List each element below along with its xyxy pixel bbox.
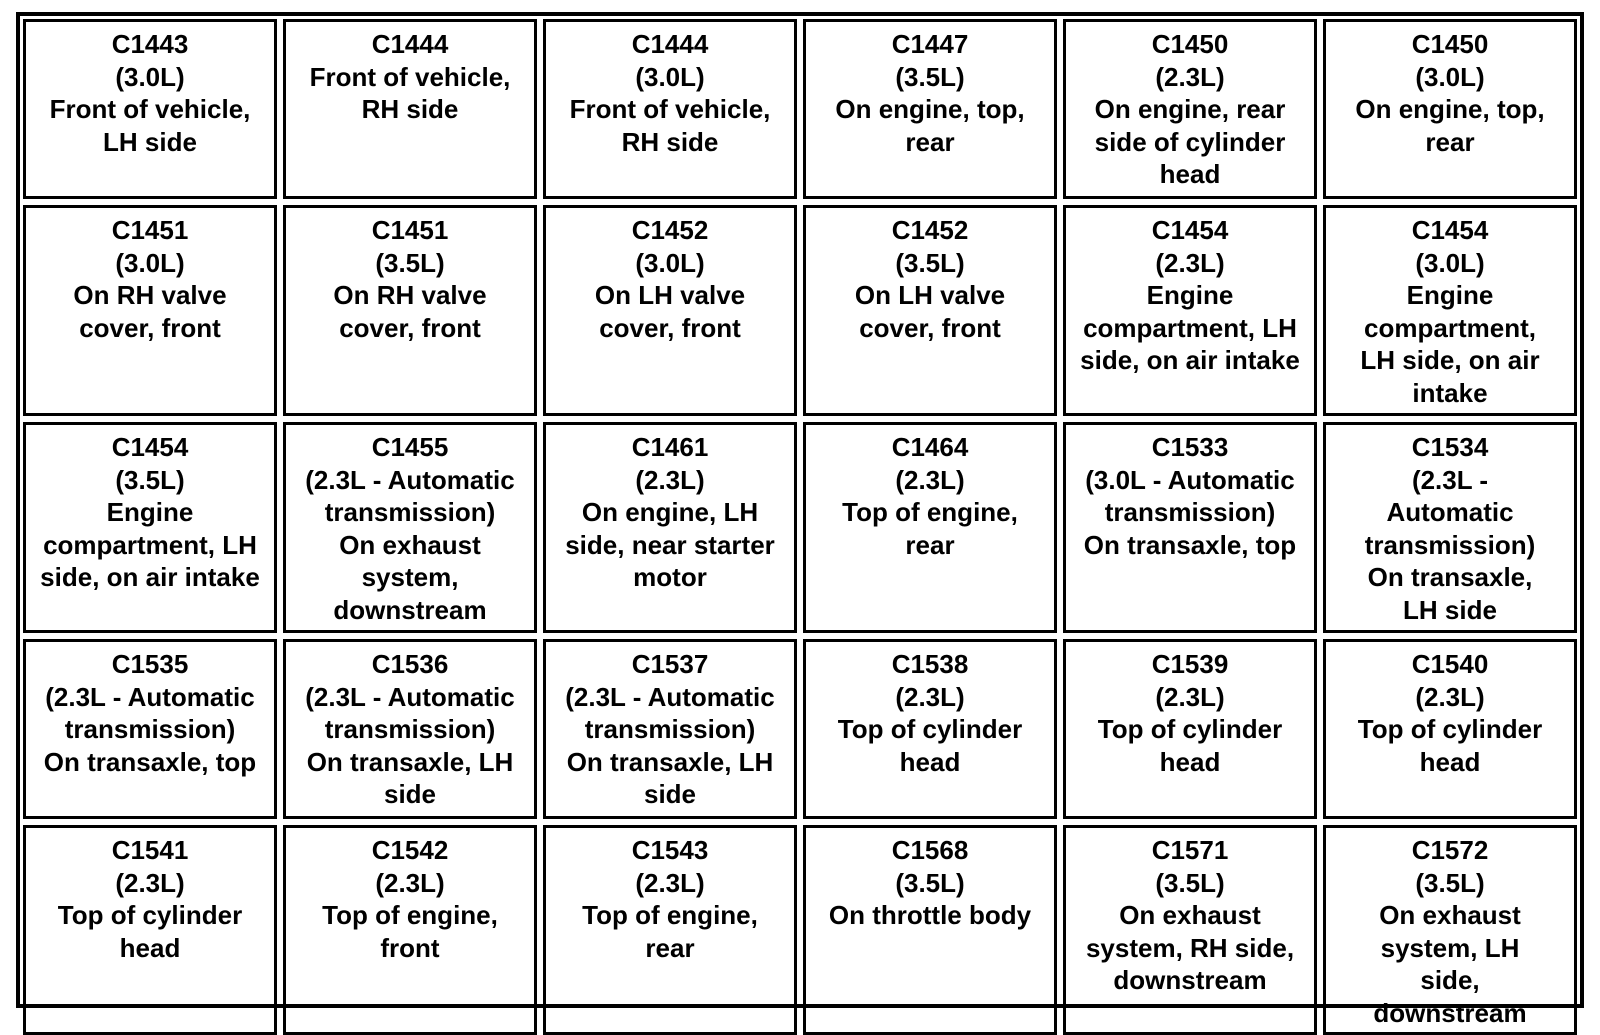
location-text: LH side, on air (1360, 345, 1540, 375)
table-cell (543, 639, 797, 819)
location-text: side, on air intake (40, 562, 260, 592)
location-text: (2.3L) (375, 867, 445, 898)
location-text: On LH valve (854, 280, 1006, 310)
location-text: downstream (333, 594, 487, 625)
connector-id: C1536 (371, 649, 449, 679)
location-text: (2.3L) (1155, 681, 1225, 712)
location-text: transmission) (324, 714, 496, 744)
table-cell (283, 825, 537, 1035)
location-text: (3.0L) (115, 247, 185, 278)
connector-id: C1540 (1411, 649, 1489, 679)
location-text: On RH valve (333, 280, 487, 310)
location-text: transmission) (64, 714, 236, 744)
location-text: side of cylinder (1094, 126, 1286, 157)
location-text: On engine, top, (835, 94, 1025, 124)
connector-id: C1571 (1151, 835, 1229, 865)
location-text: system, LH (1380, 932, 1520, 963)
connector-id: C1450 (1411, 29, 1489, 59)
location-text: (3.0L) (1415, 247, 1485, 278)
location-text: (2.3L) (895, 681, 965, 712)
location-text: (3.5L) (375, 247, 445, 278)
location-text: On engine, LH (581, 497, 759, 527)
location-text: (3.5L) (895, 61, 965, 92)
location-text: LH side (103, 126, 197, 157)
table-cell (803, 19, 1057, 199)
location-text: side, (1420, 965, 1480, 995)
location-text: Engine (106, 497, 194, 527)
table-cell (1323, 19, 1577, 199)
location-text: front (380, 932, 440, 963)
table-cell (23, 205, 277, 416)
location-text: system, RH side, (1085, 932, 1295, 963)
table-cell (1063, 19, 1317, 199)
location-text: (2.3L - Automatic (45, 681, 255, 712)
location-text: (2.3L) (635, 867, 705, 898)
location-text: Top of engine, (322, 900, 498, 930)
location-text: transmission) (1364, 529, 1536, 560)
connector-id: C1443 (111, 29, 189, 59)
connector-id: C1454 (111, 432, 189, 462)
table-cell (283, 19, 537, 199)
location-text: On transaxle, LH (306, 746, 514, 777)
location-text: (3.5L) (115, 464, 185, 495)
connector-id: C1444 (371, 29, 449, 59)
location-text: (3.5L) (1415, 867, 1485, 898)
location-text: side, near starter (565, 529, 775, 560)
location-text: Front of vehicle, (49, 94, 251, 124)
connector-id: C1452 (631, 215, 709, 245)
location-text: On transaxle, top (1083, 529, 1297, 560)
location-text: LH side (1403, 594, 1497, 625)
location-text: Front of vehicle, (569, 94, 771, 124)
connector-id: C1535 (111, 649, 189, 679)
table-cell (1323, 639, 1577, 819)
location-text: head (1419, 746, 1481, 777)
location-text: On transaxle, top (43, 746, 257, 777)
location-text: (2.3L) (115, 867, 185, 898)
location-text: Engine (1146, 280, 1234, 310)
table-cell (543, 19, 797, 199)
connector-id: C1539 (1151, 649, 1229, 679)
connector-id: C1464 (891, 432, 969, 462)
location-text: On transaxle, (1367, 562, 1533, 592)
location-text: downstream (1113, 965, 1267, 995)
table-cell (23, 422, 277, 633)
location-text: cover, front (79, 312, 221, 343)
location-text: (2.3L) (1155, 61, 1225, 92)
location-text: rear (645, 932, 695, 963)
location-text: motor (633, 562, 707, 592)
location-text: (2.3L - Automatic (565, 681, 775, 712)
connector-id: C1452 (891, 215, 969, 245)
table-cell (1063, 639, 1317, 819)
table-cell (23, 19, 277, 199)
location-text: RH side (621, 126, 719, 157)
connector-id: C1455 (371, 432, 449, 462)
location-text: (2.3L - Automatic (305, 464, 515, 495)
location-text: On throttle body (828, 900, 1032, 930)
table-cell (283, 205, 537, 416)
location-text: transmission) (1104, 497, 1276, 527)
location-text: (2.3L) (635, 464, 705, 495)
connector-id: C1534 (1411, 432, 1489, 462)
location-text: On exhaust (1119, 900, 1261, 930)
table-cell (803, 825, 1057, 1035)
connector-id: C1537 (631, 649, 709, 679)
location-text: rear (905, 126, 955, 157)
connector-id: C1454 (1151, 215, 1229, 245)
location-text: (3.5L) (895, 247, 965, 278)
location-text: rear (1425, 126, 1475, 157)
table-cell (543, 205, 797, 416)
table-cell (1063, 825, 1317, 1035)
connector-id: C1461 (631, 432, 709, 462)
location-text: On engine, top, (1355, 94, 1545, 124)
location-text: head (1159, 159, 1221, 189)
location-text: On engine, rear (1094, 94, 1286, 124)
location-text: intake (1412, 377, 1488, 408)
connector-id: C1572 (1411, 835, 1489, 865)
connector-id: C1451 (371, 215, 449, 245)
table-cell (803, 639, 1057, 819)
location-text: On LH valve (594, 280, 746, 310)
location-text: (3.5L) (895, 867, 965, 898)
location-text: side, on air intake (1080, 345, 1300, 375)
location-text: cover, front (339, 312, 481, 343)
location-text: On exhaust (1379, 900, 1521, 930)
connector-id: C1447 (891, 29, 969, 59)
location-text: side (383, 779, 437, 809)
location-text: (3.5L) (1155, 867, 1225, 898)
location-text: (2.3L - (1411, 464, 1489, 495)
connector-id: C1541 (111, 835, 189, 865)
location-text: (2.3L) (1155, 247, 1225, 278)
location-text: transmission) (324, 497, 496, 527)
table-cell (1323, 205, 1577, 416)
connector-id: C1568 (891, 835, 969, 865)
location-text: On RH valve (73, 280, 227, 310)
location-text: Top of cylinder (1097, 714, 1283, 744)
location-text: (3.0L) (115, 61, 185, 92)
connector-id: C1543 (631, 835, 709, 865)
table-cell (803, 422, 1057, 633)
table-cell (543, 422, 797, 633)
connector-location-table (16, 12, 1584, 1028)
connector-id: C1451 (111, 215, 189, 245)
location-text: Engine (1406, 280, 1494, 310)
connector-id: C1444 (631, 29, 709, 59)
location-text: compartment, LH (43, 529, 257, 560)
table-cell (1063, 422, 1317, 633)
location-text: side (643, 779, 697, 809)
location-text: cover, front (859, 312, 1001, 343)
table-cell (543, 825, 797, 1035)
location-text: Top of engine, (842, 497, 1018, 527)
location-text: cover, front (599, 312, 741, 343)
location-text: Front of vehicle, (309, 61, 511, 92)
connector-id: C1454 (1411, 215, 1489, 245)
location-text: compartment, (1364, 312, 1536, 343)
location-text: Top of cylinder (57, 900, 243, 930)
table-cell (1323, 825, 1577, 1035)
table-cell (1323, 422, 1577, 633)
table-cell (283, 639, 537, 819)
location-text: (3.0L) (635, 61, 705, 92)
location-text: On transaxle, LH (566, 746, 774, 777)
connector-id: C1450 (1151, 29, 1229, 59)
location-text: head (899, 746, 961, 777)
connector-id: C1538 (891, 649, 969, 679)
location-text: (3.0L) (635, 247, 705, 278)
location-text: compartment, LH (1083, 312, 1297, 343)
location-text: Top of cylinder (837, 714, 1023, 744)
table-cell (1063, 205, 1317, 416)
location-text: rear (905, 529, 955, 560)
location-text: transmission) (584, 714, 756, 744)
location-text: On exhaust (339, 529, 481, 560)
location-text: (3.0L - Automatic (1085, 464, 1295, 495)
connector-id: C1533 (1151, 432, 1229, 462)
table-cell (283, 422, 537, 633)
table-cell (23, 825, 277, 1035)
connector-id: C1542 (371, 835, 449, 865)
location-text: (3.0L) (1415, 61, 1485, 92)
location-text: Automatic (1386, 497, 1514, 527)
table-cell (803, 205, 1057, 416)
location-text: (2.3L) (895, 464, 965, 495)
location-text: RH side (361, 94, 459, 124)
table-cell (23, 639, 277, 819)
location-text: (2.3L - Automatic (305, 681, 515, 712)
location-text: system, (361, 562, 459, 592)
location-text: Top of cylinder (1357, 714, 1543, 744)
location-text: (2.3L) (1415, 681, 1485, 712)
location-text: Top of engine, (582, 900, 758, 930)
location-text: head (119, 932, 181, 963)
location-text: head (1159, 746, 1221, 777)
location-text: downstream (1373, 997, 1527, 1028)
